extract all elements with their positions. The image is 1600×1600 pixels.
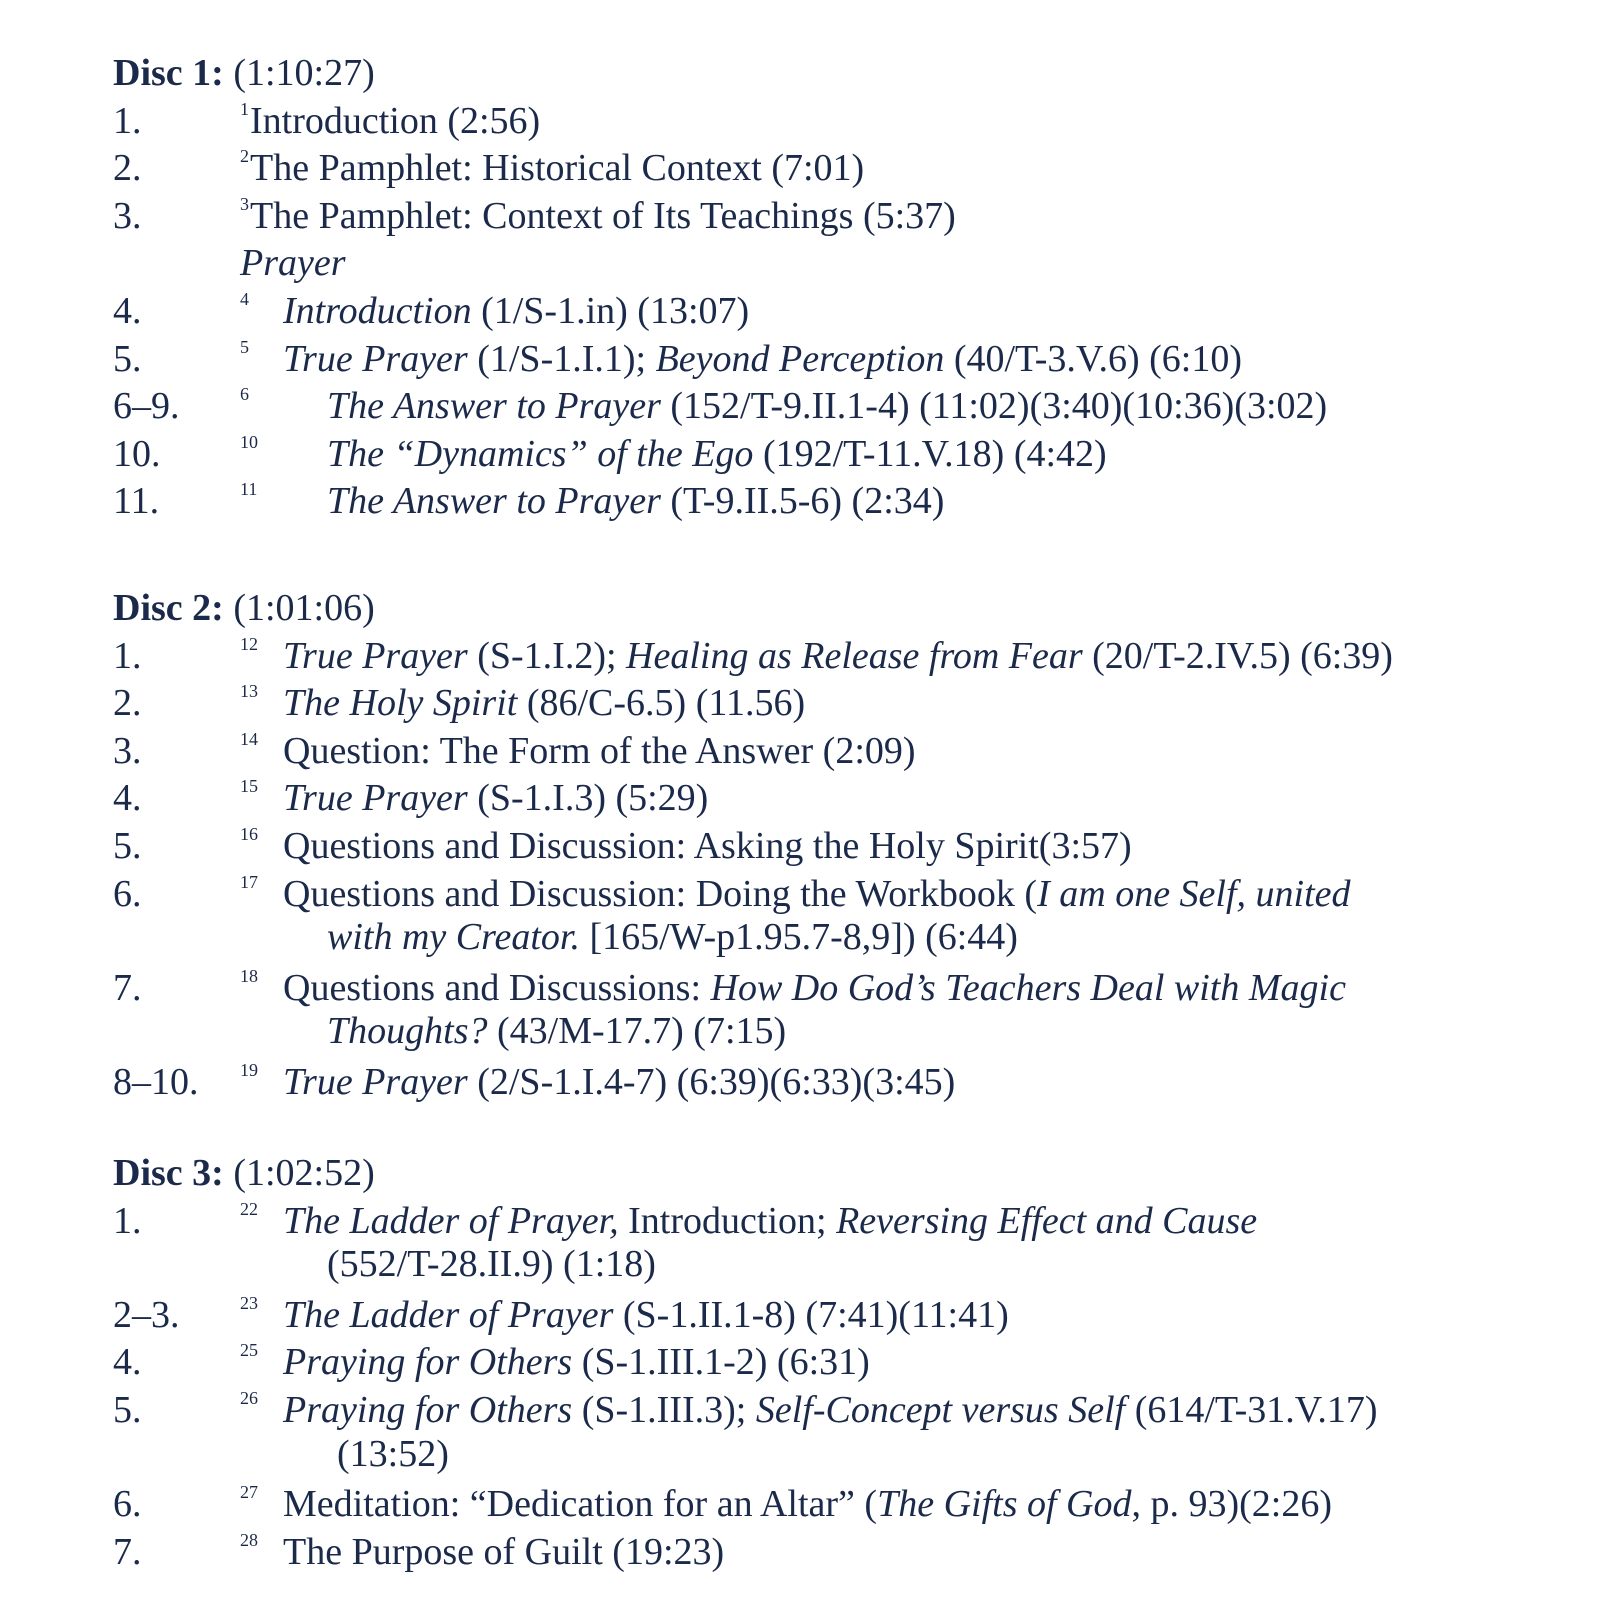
track-number: 1. xyxy=(113,634,142,677)
track-row xyxy=(0,1529,1600,1577)
track-row xyxy=(0,823,1600,871)
disc-heading xyxy=(113,1150,375,1196)
track-title-segment: Reversing Effect and Cause xyxy=(836,1199,1258,1242)
track-number: 1. xyxy=(113,1199,142,1242)
track-row xyxy=(0,728,1600,776)
track-title xyxy=(283,1059,955,1105)
track-title-segment: (S-1.II.1-8) (7:41)(11:41) xyxy=(613,1293,1009,1336)
track-row xyxy=(0,965,1600,1013)
track-number: 10. xyxy=(113,432,161,475)
track-number: 5. xyxy=(113,825,142,867)
track-title-segment: (192/T-11.V.18) (4:42) xyxy=(753,432,1107,475)
track-title-segment: Question: The Form of the Answer (2:09) xyxy=(283,729,916,772)
track-title-segment: True Prayer xyxy=(283,1061,468,1103)
track-title xyxy=(283,871,1351,917)
track-reference-number: 6 xyxy=(240,384,249,405)
track-title-segment: (1/S-1.in) (13:07) xyxy=(471,290,750,332)
track-title-segment: How Do God’s Teachers Deal with Magic xyxy=(710,966,1346,1009)
track-row xyxy=(0,383,1600,431)
track-reference-number: 15 xyxy=(240,776,258,797)
track-row-continuation xyxy=(0,1245,1600,1293)
track-title-segment: (152/T-9.II.1-4) (11:02)(3:40)(10:36)(3:02) xyxy=(660,385,1328,428)
track-title-segment: The Pamphlet: Historical Context (7:01) xyxy=(250,147,865,190)
track-reference-number: 14 xyxy=(240,728,258,749)
track-title xyxy=(283,1198,1257,1244)
track-row xyxy=(0,478,1600,526)
track-title-continuation xyxy=(327,914,1018,960)
track-reference-number: 18 xyxy=(240,965,258,986)
track-row xyxy=(0,871,1600,919)
track-title xyxy=(283,680,805,726)
track-row xyxy=(0,1387,1600,1435)
track-number: 2. xyxy=(113,682,142,725)
track-number: 2–3. xyxy=(113,1293,180,1336)
track-row xyxy=(0,288,1600,336)
track-title xyxy=(327,431,1107,477)
track-title xyxy=(250,193,956,239)
track-title xyxy=(283,336,1242,382)
track-title-segment: (S-1.III.3); xyxy=(572,1389,756,1431)
track-title-segment: True Prayer xyxy=(283,634,468,677)
track-reference-number: 17 xyxy=(240,871,258,892)
track-number: 8–10. xyxy=(113,1061,199,1103)
track-reference-number: 22 xyxy=(240,1198,258,1219)
disc-heading xyxy=(113,585,375,631)
track-reference-number: 25 xyxy=(240,1340,258,1361)
track-number: 7. xyxy=(113,1530,142,1573)
track-row xyxy=(0,1481,1600,1529)
track-title-continuation xyxy=(337,1431,449,1477)
track-title-segment: The “Dynamics” of the Ego xyxy=(327,432,754,475)
track-title-segment: (T-9.II.5-6) (2:34) xyxy=(660,480,945,523)
track-title-segment: The Ladder of Prayer, xyxy=(283,1199,619,1242)
track-title-segment: (2/S-1.I.4-7) (6:39)(6:33)(3:45) xyxy=(467,1061,956,1103)
track-title xyxy=(283,965,1346,1011)
track-number: 6–9. xyxy=(113,385,180,428)
track-reference-number: 23 xyxy=(240,1292,258,1313)
track-reference-number: 27 xyxy=(240,1482,258,1503)
track-title xyxy=(283,1481,1332,1527)
track-title-segment: Questions and Discussion: Doing the Workbook ( xyxy=(283,872,1038,915)
track-title-segment: (614/T-31.V.17) xyxy=(1125,1389,1378,1431)
track-row-continuation xyxy=(0,1012,1600,1060)
track-row xyxy=(0,1339,1600,1387)
track-reference-number: 11 xyxy=(240,479,258,500)
track-title-segment: (S-1.I.3) (5:29) xyxy=(467,777,709,820)
track-title-segment: True Prayer xyxy=(283,337,468,380)
track-row xyxy=(0,1292,1600,1340)
track-title-segment: Meditation: “Dedication for an Altar” ( xyxy=(283,1483,878,1526)
track-reference-number: 10 xyxy=(240,431,258,452)
track-number: 5. xyxy=(113,337,142,380)
track-reference-number: 5 xyxy=(240,336,249,357)
disc-label: Disc 1: xyxy=(113,52,224,94)
track-title-continuation xyxy=(327,1008,786,1054)
track-row-continuation xyxy=(0,918,1600,966)
track-title-segment: Prayer xyxy=(240,242,346,285)
track-title xyxy=(250,145,864,191)
track-title-segment: I am one Self, united xyxy=(1037,872,1351,915)
track-title-continuation-segment: (43/M-17.7) (7:15) xyxy=(487,1010,787,1053)
track-title-segment: The Holy Spirit xyxy=(283,682,518,725)
disc-duration: (1:01:06) xyxy=(223,587,375,629)
track-row-continuation xyxy=(0,1432,1600,1483)
track-reference-number: 2 xyxy=(240,146,249,167)
track-title-segment: (86/C-6.5) (11.56) xyxy=(517,682,806,725)
track-row xyxy=(0,680,1600,728)
track-title-continuation-segment: [165/W-p1.95.7-8,9]) (6:44) xyxy=(580,916,1018,959)
track-title-segment: Introduction (2:56) xyxy=(250,99,541,142)
track-title-segment: Introduction xyxy=(283,290,472,332)
disc-label: Disc 3: xyxy=(113,1152,224,1194)
track-title xyxy=(250,98,540,144)
disc-label: Disc 2: xyxy=(113,587,224,629)
track-title-continuation-segment: with my Creator. xyxy=(327,916,580,959)
track-row xyxy=(0,98,1600,146)
track-title-segment: Questions and Discussion: Asking the Holy Spirit(3:57) xyxy=(283,825,1132,867)
track-title-segment: The Pamphlet: Context of Its Teachings (5:37) xyxy=(250,194,956,237)
track-title-segment: , p. 93)(2:26) xyxy=(1131,1483,1333,1526)
track-row xyxy=(0,193,1600,241)
track-number: 6. xyxy=(113,872,142,915)
section-heading xyxy=(240,240,346,286)
track-title xyxy=(283,1339,870,1385)
track-title-segment: Beyond Perception xyxy=(655,337,945,380)
track-reference-number: 1 xyxy=(240,98,249,119)
track-title-continuation-segment: (552/T-28.II.9) (1:18) xyxy=(327,1243,656,1286)
track-title-segment: Praying for Others xyxy=(283,1341,573,1384)
track-number: 3. xyxy=(113,194,142,237)
track-title xyxy=(283,1529,724,1575)
track-title-segment: True Prayer xyxy=(283,777,468,820)
track-title-segment: (S-1.III.1-2) (6:31) xyxy=(572,1341,870,1384)
track-reference-number: 13 xyxy=(240,681,258,702)
track-reference-number: 12 xyxy=(240,633,258,654)
track-title xyxy=(283,633,1393,679)
track-title-segment: The Gifts of God xyxy=(877,1483,1132,1526)
track-row xyxy=(0,633,1600,681)
track-number: 4. xyxy=(113,777,142,820)
track-title xyxy=(327,478,944,524)
track-number: 4. xyxy=(113,290,142,332)
track-number: 3. xyxy=(113,729,142,772)
track-row xyxy=(0,1198,1600,1246)
track-row xyxy=(0,775,1600,823)
track-number: 11. xyxy=(113,480,160,523)
track-title xyxy=(327,383,1327,429)
track-title-segment: Self-Concept versus Self xyxy=(755,1389,1126,1431)
track-reference-number: 16 xyxy=(240,824,258,844)
track-title-continuation-segment: (13:52) xyxy=(337,1432,449,1475)
disc-heading xyxy=(113,50,375,96)
track-reference-number: 3 xyxy=(240,193,249,214)
track-title-continuation xyxy=(327,1241,656,1287)
track-number: 1. xyxy=(113,99,142,142)
track-reference-number: 4 xyxy=(240,289,249,309)
track-title-segment: (40/T-3.V.6) (6:10) xyxy=(944,337,1242,380)
track-number: 4. xyxy=(113,1341,142,1384)
track-row xyxy=(0,145,1600,193)
track-row xyxy=(0,240,1600,288)
disc-duration: (1:02:52) xyxy=(223,1152,375,1194)
track-title-segment: Questions and Discussions: xyxy=(283,966,711,1009)
track-title xyxy=(283,728,916,774)
track-reference-number: 26 xyxy=(240,1388,258,1408)
track-title-segment: (S-1.I.2); xyxy=(467,634,627,677)
track-number: 6. xyxy=(113,1483,142,1526)
track-number: 2. xyxy=(113,147,142,190)
track-title xyxy=(283,1292,1009,1338)
track-title xyxy=(283,823,1132,869)
track-title-segment: (1/S-1.I.1); xyxy=(467,337,656,380)
track-row xyxy=(0,1059,1600,1107)
track-reference-number: 28 xyxy=(240,1529,258,1550)
track-title xyxy=(283,1387,1378,1433)
disc-duration: (1:10:27) xyxy=(223,52,375,94)
track-title-segment: The Ladder of Prayer xyxy=(283,1293,614,1336)
track-number: 7. xyxy=(113,966,142,1009)
track-reference-number: 19 xyxy=(240,1060,258,1080)
track-title-segment: (20/T-2.IV.5) (6:39) xyxy=(1082,634,1393,677)
track-title xyxy=(283,288,749,334)
track-title xyxy=(283,775,708,821)
track-row xyxy=(0,336,1600,384)
track-title-segment: The Purpose of Guilt (19:23) xyxy=(283,1530,725,1573)
track-title-segment: Healing as Release from Fear xyxy=(626,634,1083,677)
track-title-continuation-segment: Thoughts? xyxy=(327,1010,488,1053)
track-row xyxy=(0,431,1600,479)
track-title-segment: Praying for Others xyxy=(283,1389,573,1431)
track-title-segment: The Answer to Prayer xyxy=(327,385,661,428)
track-number: 5. xyxy=(113,1389,142,1431)
track-title-segment: The Answer to Prayer xyxy=(327,480,661,523)
track-title-segment: Introduction; xyxy=(618,1199,837,1242)
